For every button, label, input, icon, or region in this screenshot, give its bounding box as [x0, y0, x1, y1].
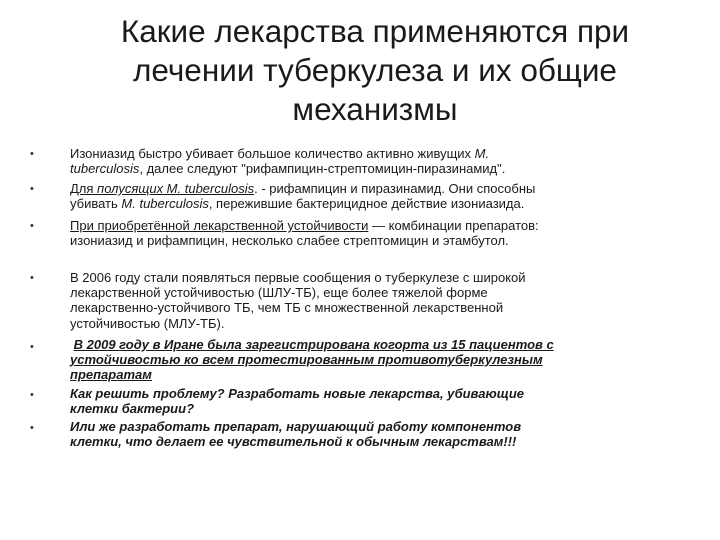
bullet-icon: • — [30, 422, 34, 434]
link-text[interactable]: При приобретённой лекарственной устойчивости — [70, 218, 369, 233]
list-item — [70, 218, 675, 248]
item-line: клетки, что делает ее чувствительной к обычным лекарствам!!! — [70, 434, 517, 450]
item-line: препаратам — [70, 367, 152, 383]
item-line: Или же разработать препарат, нарушающий работу компонентов — [70, 419, 522, 434]
item-line: tuberculosis, далее следуют "рифампицин-стрептомицин-пиразинамид". — [70, 161, 506, 177]
item-line: В 2006 году стали появляться первые сообщения о туберкулезе с широкой — [70, 270, 526, 285]
bullet-icon: • — [30, 272, 34, 284]
list-item — [70, 181, 675, 211]
bullet-icon: • — [30, 220, 34, 232]
item-line: изониазид и рифампицин, несколько слабее стрептомицин и этамбутол. — [70, 233, 509, 249]
list-item — [70, 419, 675, 449]
list-item — [70, 146, 675, 176]
item-line: При приобретённой лекарственной устойчивости — комбинации препаратов: — [70, 218, 539, 233]
item-line: клетки бактерии? — [70, 401, 195, 417]
item-line: Изониазид быстро убивает большое количество активно живущих M. — [70, 146, 490, 161]
item-line: устойчивостью ко всем протестированным противотуберкулезным — [70, 352, 543, 368]
bullet-icon: • — [30, 341, 34, 353]
item-line: Как решить проблему? Разработать новые лекарства, убивающие — [70, 386, 525, 401]
title-line: лечении туберкулеза и их общие — [133, 52, 617, 88]
bullet-icon: • — [30, 148, 34, 160]
item-line: В 2009 году в Иране была зарегистрирована когорта из 15 пациентов с — [73, 337, 554, 352]
title-line: механизмы — [292, 91, 458, 127]
title-line: Какие лекарства применяются при — [120, 13, 630, 49]
item-line: Для полусящих M. tuberculosis. - рифампицин и пиразинамид. Они способны — [70, 181, 536, 196]
bullet-icon: • — [30, 389, 34, 401]
item-line: устойчивостью (МЛУ-ТБ). — [70, 315, 225, 331]
item-line: лекарственно-устойчивого ТБ, чем ТБ с множественной лекарственной — [70, 300, 504, 316]
item-line: убивать M. tuberculosis, пережившие бактерицидное действие изониазида. — [70, 196, 525, 212]
list-item — [70, 386, 675, 416]
list-item — [70, 337, 675, 383]
bullet-icon: • — [30, 183, 34, 195]
item-line: лекарственной устойчивостью (ШЛУ-ТБ), еще более тяжелой форме — [70, 285, 488, 301]
list-item — [70, 270, 675, 331]
